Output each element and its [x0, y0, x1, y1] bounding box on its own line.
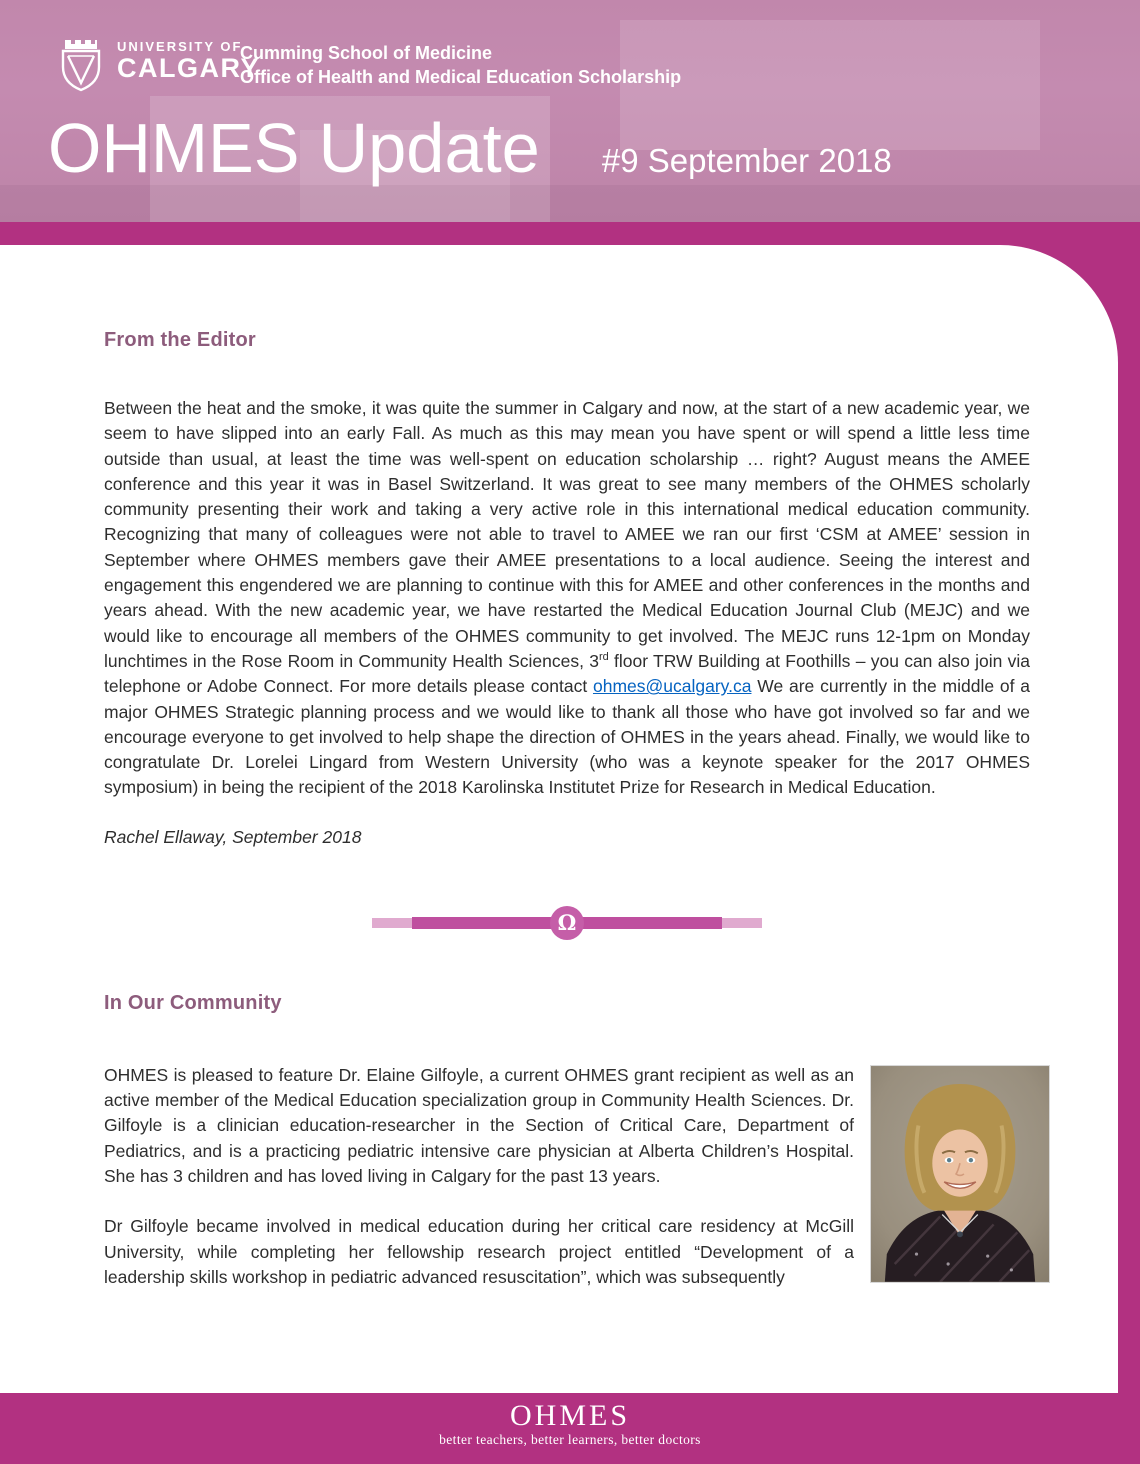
university-wordmark	[117, 39, 260, 82]
community-section-body	[104, 1063, 1030, 1290]
ordinal-superscript: rd	[598, 651, 609, 664]
ohmes-email-link[interactable]: ohmes@ucalgary.ca	[592, 676, 752, 697]
editor-text-part1: Between the heat and the smoke, it was quite the summer in Calgary and now, at the start of a new academic year, we seem to have slipped into an early Fall. As much as this may mean you have spent or will spend a little less time outside than usual, at least the time was well-spent on education scholarship … right? August means the AMEE conference and this year it was in Basel Switzerland. It was great to see many members of the OHMES scholarly community presenting their work and taking a very active role in this international medical education community. Recognizing that many of colleagues were not able to travel to AMEE we ran our first ‘CSM at AMEE’ session in September where OHMES members gave their AMEE presentations to a local audience. Seeing the interest and engagement this engendered we are planning to continue with this for AMEE and other conferences in the months and years ahead. With the new academic year, we have restarted the Medical Education Journal Club (MEJC) and we would like to encourage all members of the OHMES community to get involved. The MEJC runs 12-1pm on Monday lunchtimes in the Rose Room in Community Health Sciences, 3	[104, 398, 1030, 671]
community-paragraph-2: Dr Gilfoyle became involved in medical education during her critical care residency at McGill University, while completing her fellowship research project entitled “Development of a leadership skills workshop in pediatric advanced resuscitation”, which was subsequently	[104, 1216, 854, 1287]
footer-tagline: better teachers, better learners, better doctors	[439, 1432, 701, 1447]
footer-banner	[0, 1393, 1140, 1464]
accent-band	[0, 222, 1140, 245]
university-logo	[55, 36, 260, 92]
editor-section-heading: From the Editor	[104, 329, 256, 351]
editor-signature: Rachel Ellaway, September 2018	[104, 826, 362, 847]
omega-badge	[550, 906, 584, 940]
ucalgary-crest-icon	[55, 36, 107, 92]
section-divider	[104, 906, 1030, 940]
editor-text-part3: We are currently in the middle of a major OHMES Strategic planning process and we would like to thank all those who have got involved so far and we encourage everyone to get involved to help shape the direction of OHMES in the years ahead. Finally, we would like to congratulate Dr. Lorelei Lingard from Western University (who was a keynote speaker for the 2017 OHMES symposium) in being the recipient of the 2018 Karolinska Institutet Prize for Research in Medical Education.	[104, 676, 1030, 798]
issue-number: #9 September 2018	[601, 142, 892, 179]
content-panel	[0, 245, 1118, 1393]
office-titles	[240, 41, 681, 89]
editor-text-part2: floor TRW Building at Foothills – you can also join via telephone or Adobe Connect. For more details please contact	[104, 650, 1030, 697]
portrait-illustration	[871, 1066, 1049, 1282]
school-name: Cumming School of Medicine	[240, 43, 493, 63]
newsletter-title: OHMES Update	[48, 109, 540, 187]
header-banner	[0, 0, 1140, 222]
footer-brand: OHMES	[509, 1399, 630, 1432]
skyline-decoration	[0, 185, 1140, 222]
main-area	[0, 245, 1140, 1393]
divider-bar	[372, 906, 762, 940]
calgary-label: CALGARY	[117, 53, 260, 83]
title-row	[48, 108, 1098, 188]
portrait-photo	[870, 1065, 1050, 1283]
omega-icon: Ω	[557, 909, 577, 935]
community-paragraph-1: OHMES is pleased to feature Dr. Elaine Gilfoyle, a current OHMES grant recipient as well as an active member of the Medical Education specialization group in Community Health Sciences. Dr. Gilfoyle is a clinician education-researcher in the Section of Critical Care, Department of Pediatrics, and is a practicing pediatric intensive care physician at Alberta Children’s Hospital. She has 3 children and has loved living in Calgary for the past 13 years.	[104, 1064, 854, 1186]
community-section-heading: In Our Community	[104, 991, 282, 1014]
office-name: Office of Health and Medical Education Scholarship	[240, 67, 682, 87]
university-of-label: UNIVERSITY OF	[117, 39, 243, 54]
editor-paragraph	[104, 396, 1030, 801]
